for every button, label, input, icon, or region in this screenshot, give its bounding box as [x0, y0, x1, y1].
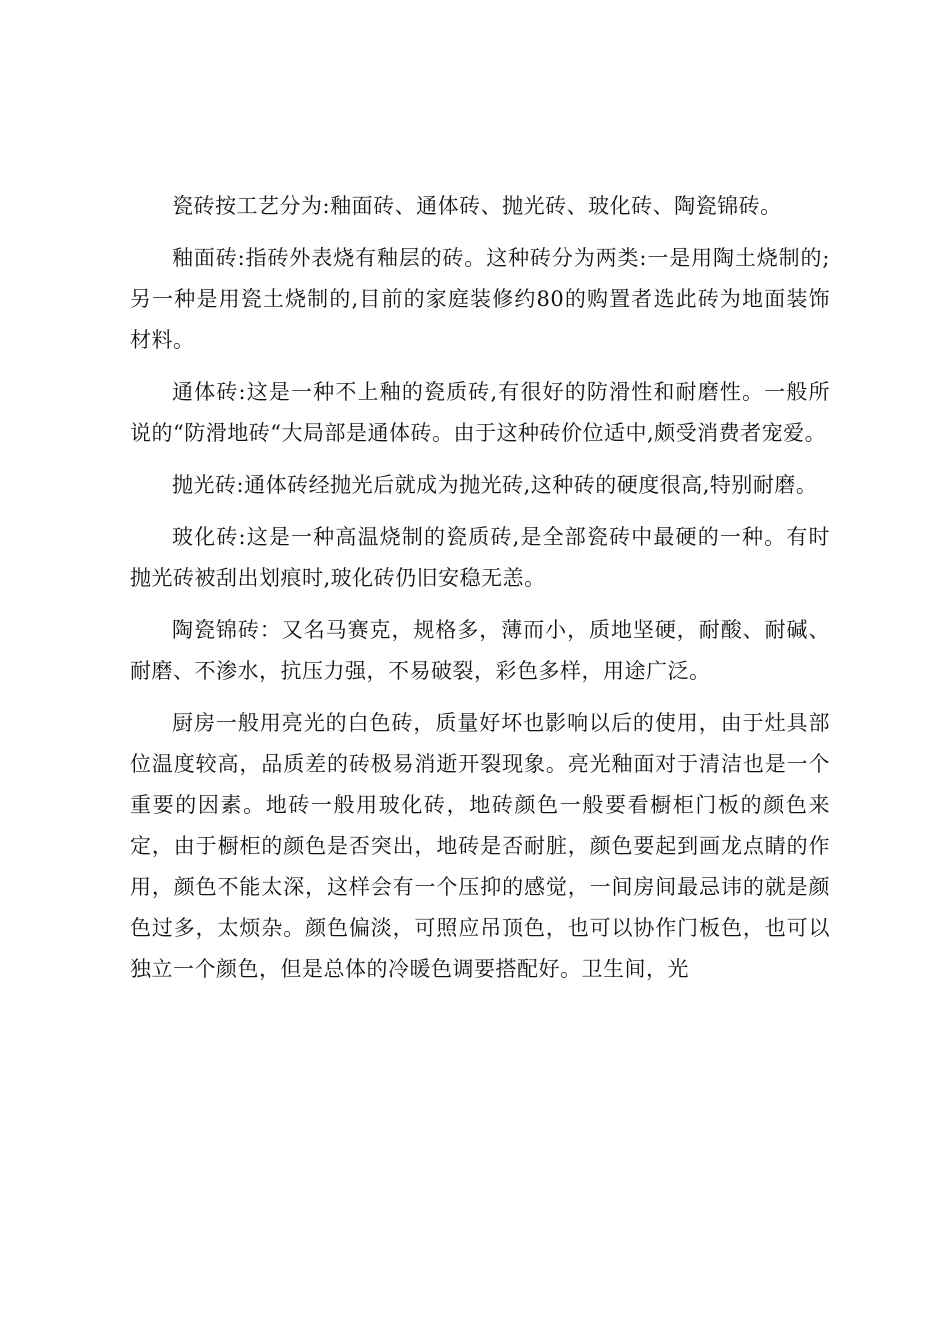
- paragraph-tile-types: 瓷砖按工艺分为:釉面砖、通体砖、抛光砖、玻化砖、陶瓷锦砖。: [172, 194, 782, 218]
- paragraph-full-body-tile: 通体砖:这是一种不上釉的瓷质砖,有很好的防滑性和耐磨性。一般所说的“防滑地砖“大局部是通体砖。由于这种砖价位适中,颇受消费者宠爱。: [130, 380, 830, 445]
- paragraph-glazed-tile: 釉面砖:指砖外表烧有釉层的砖。这种砖分为两类:一是用陶土烧制的;另一种是用瓷土烧制的,目前的家庭装修约80的购置者选此砖为地面装饰材料。: [130, 246, 830, 352]
- paragraph-vitrified-tile: 玻化砖:这是一种高温烧制的瓷质砖,是全部瓷砖中最硬的一种。有时抛光砖被刮出划痕时,玻化砖仍旧安稳无恙。: [130, 525, 830, 590]
- document-body: [130, 186, 830, 990]
- paragraph-kitchen: 厨房一般用亮光的白色砖，质量好坏也影响以后的使用，由于灶具部位温度较高，品质差的砖极易消逝开裂现象。亮光釉面对于清洁也是一个重要的因素。地砖一般用玻化砖，地砖颜色一般要看橱柜门板的颜色来定，由于橱柜的颜色是否突出，地砖是否耐脏，颜色要起到画龙点睛的作用，颜色不能太深，这样会有一个压抑的感觉，一间房间最忌讳的就是颜色过多，太烦杂。颜色偏淡，可照应吊顶色，也可以协作门板色，也可以独立一个颜色，但是总体的冷暖色调要搭配好。卫生间，光: [130, 711, 830, 981]
- paragraph-mosaic-tile: 陶瓷锦砖：又名马赛克，规格多，薄而小，质地坚硬，耐酸、耐碱、耐磨、不渗水，抗压力强，不易破裂，彩色多样，用途广泛。: [130, 618, 830, 683]
- paragraph-polished-tile: 抛光砖:通体砖经抛光后就成为抛光砖,这种砖的硬度很高,特别耐磨。: [172, 473, 818, 497]
